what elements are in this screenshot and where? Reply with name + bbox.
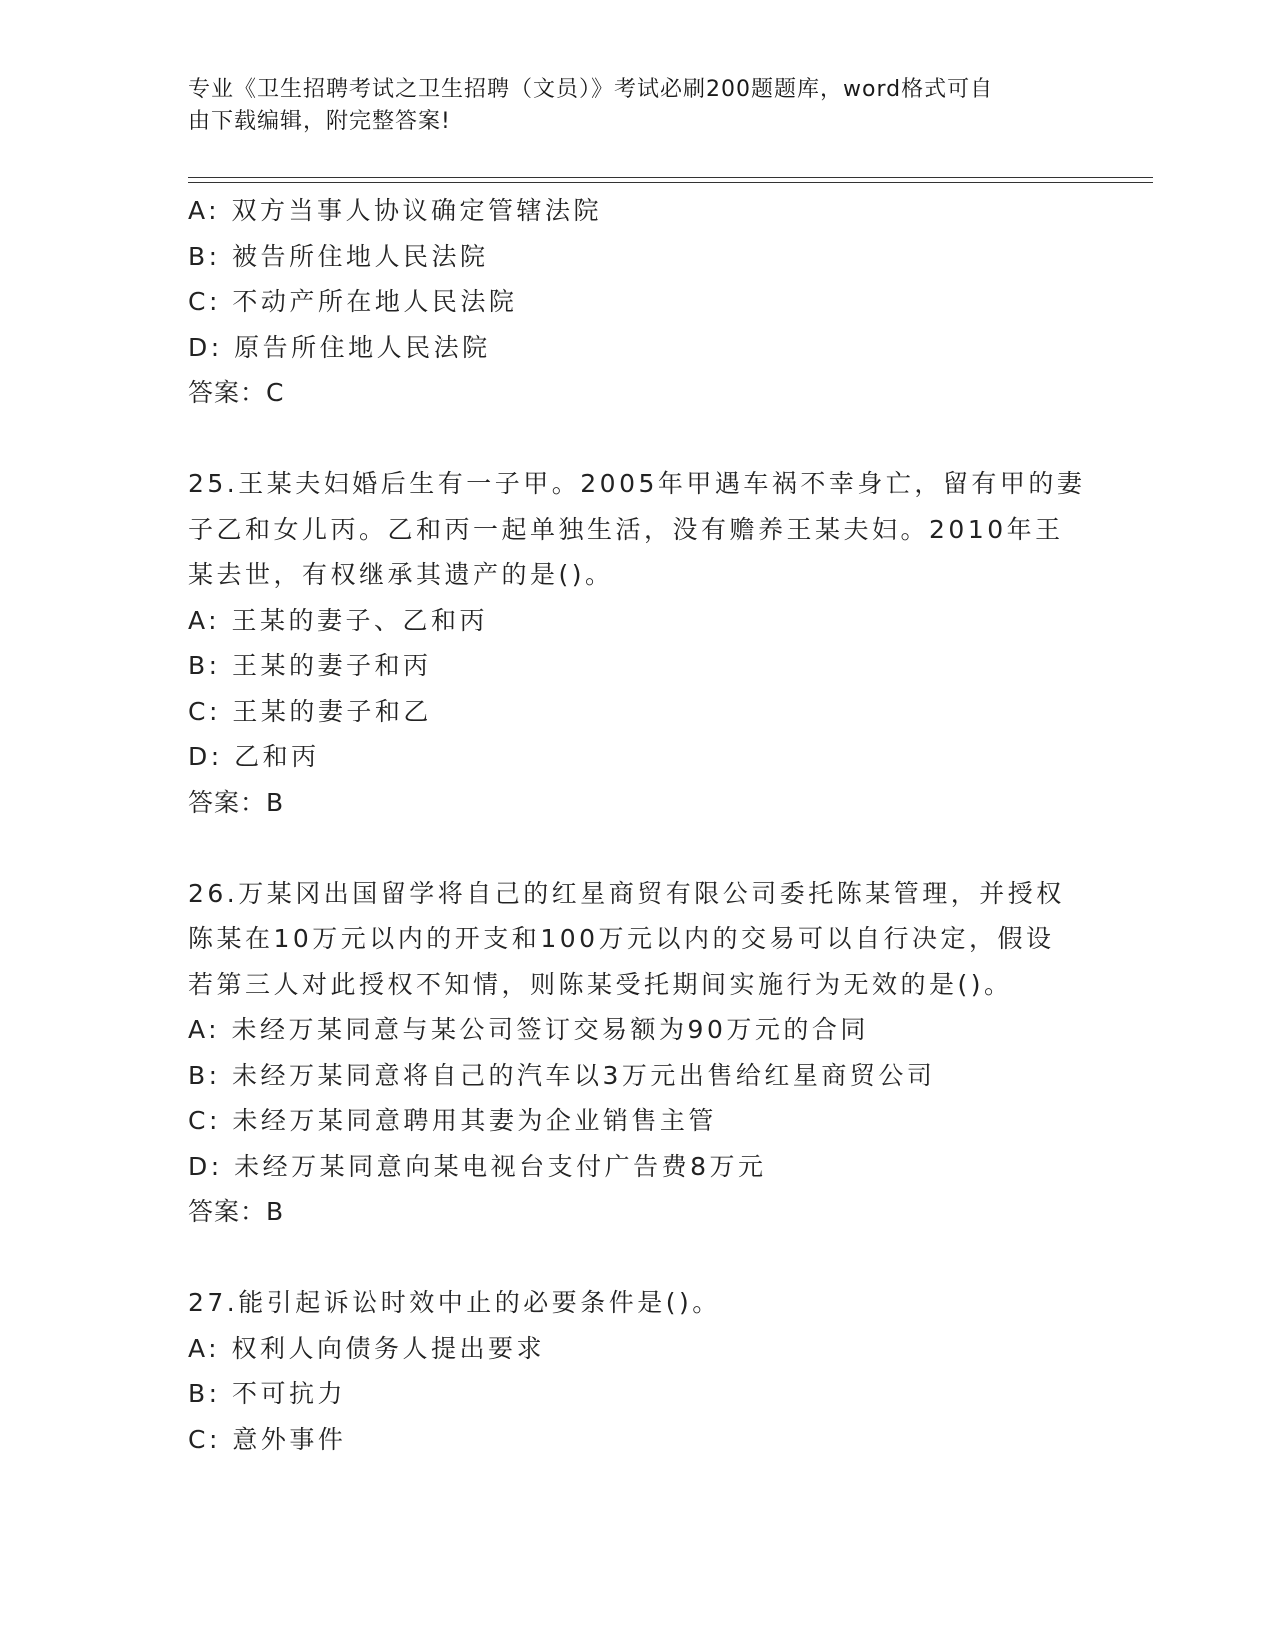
spacer <box>188 416 1108 462</box>
option-b: B: 王某的妻子和丙 <box>188 651 432 680</box>
answer: 答案：B <box>188 787 285 817</box>
header-divider-top <box>188 177 1153 178</box>
option-d: D: 未经万某同意向某电视台支付广告费8万元 <box>188 1151 767 1181</box>
option-a: A: 未经万某同意与某公司签订交易额为90万元的合同 <box>188 1015 869 1044</box>
option-d: D: 原告所住地人民法院 <box>188 332 491 362</box>
option-a: A: 权利人向债务人提出要求 <box>188 1333 546 1363</box>
question-content <box>188 188 1108 1462</box>
option-a: A: 王某的妻子、乙和丙 <box>188 605 489 635</box>
document-header <box>188 74 1068 138</box>
answer: 答案：C <box>188 378 285 407</box>
question-24 <box>188 188 1108 416</box>
option-c: C: 王某的妻子和乙 <box>188 696 432 726</box>
question-text-line-3: 若第三人对此授权不知情，则陈某受托期间实施行为无效的是()。 <box>188 969 1013 999</box>
question-text-line-2: 陈某在10万元以内的开支和100万元以内的交易可以自行决定，假设 <box>188 924 1055 953</box>
option-b: B: 未经万某同意将自己的汽车以3万元出售给红星商贸公司 <box>188 1060 936 1090</box>
header-line-2: 由下载编辑，附完整答案! <box>188 109 451 134</box>
question-text-line-3: 某去世，有权继承其遗产的是()。 <box>188 560 614 589</box>
option-c: C: 未经万某同意聘用其妻为企业销售主管 <box>188 1106 717 1135</box>
question-27 <box>188 1280 1108 1462</box>
header-line-1: 专业《卫生招聘考试之卫生招聘（文员）》考试必刷200题题库，word格式可自 <box>188 77 994 102</box>
question-25 <box>188 461 1108 825</box>
spacer <box>188 825 1108 871</box>
question-text-line-2: 子乙和女儿丙。乙和丙一起单独生活，没有赡养王某夫妇。2010年王 <box>188 514 1064 544</box>
option-c: C: 不动产所在地人民法院 <box>188 287 518 316</box>
question-text-line-1: 26.万某冈出国留学将自己的红星商贸有限公司委托陈某管理，并授权 <box>188 878 1065 908</box>
question-26 <box>188 871 1108 1235</box>
header-divider-bottom <box>188 182 1153 183</box>
question-text-line-1: 25.王某夫妇婚后生有一子甲。2005年甲遇车祸不幸身亡，留有甲的妻 <box>188 469 1086 498</box>
option-d: D: 乙和丙 <box>188 742 320 771</box>
answer: 答案：B <box>188 1197 285 1226</box>
spacer <box>188 1235 1108 1281</box>
option-b: B: 被告所住地人民法院 <box>188 241 489 271</box>
question-text-line-1: 27.能引起诉讼时效中止的必要条件是()。 <box>188 1288 721 1317</box>
option-b: B: 不可抗力 <box>188 1379 347 1408</box>
option-c: C: 意外事件 <box>188 1424 347 1454</box>
option-a: A: 双方当事人协议确定管辖法院 <box>188 196 603 225</box>
